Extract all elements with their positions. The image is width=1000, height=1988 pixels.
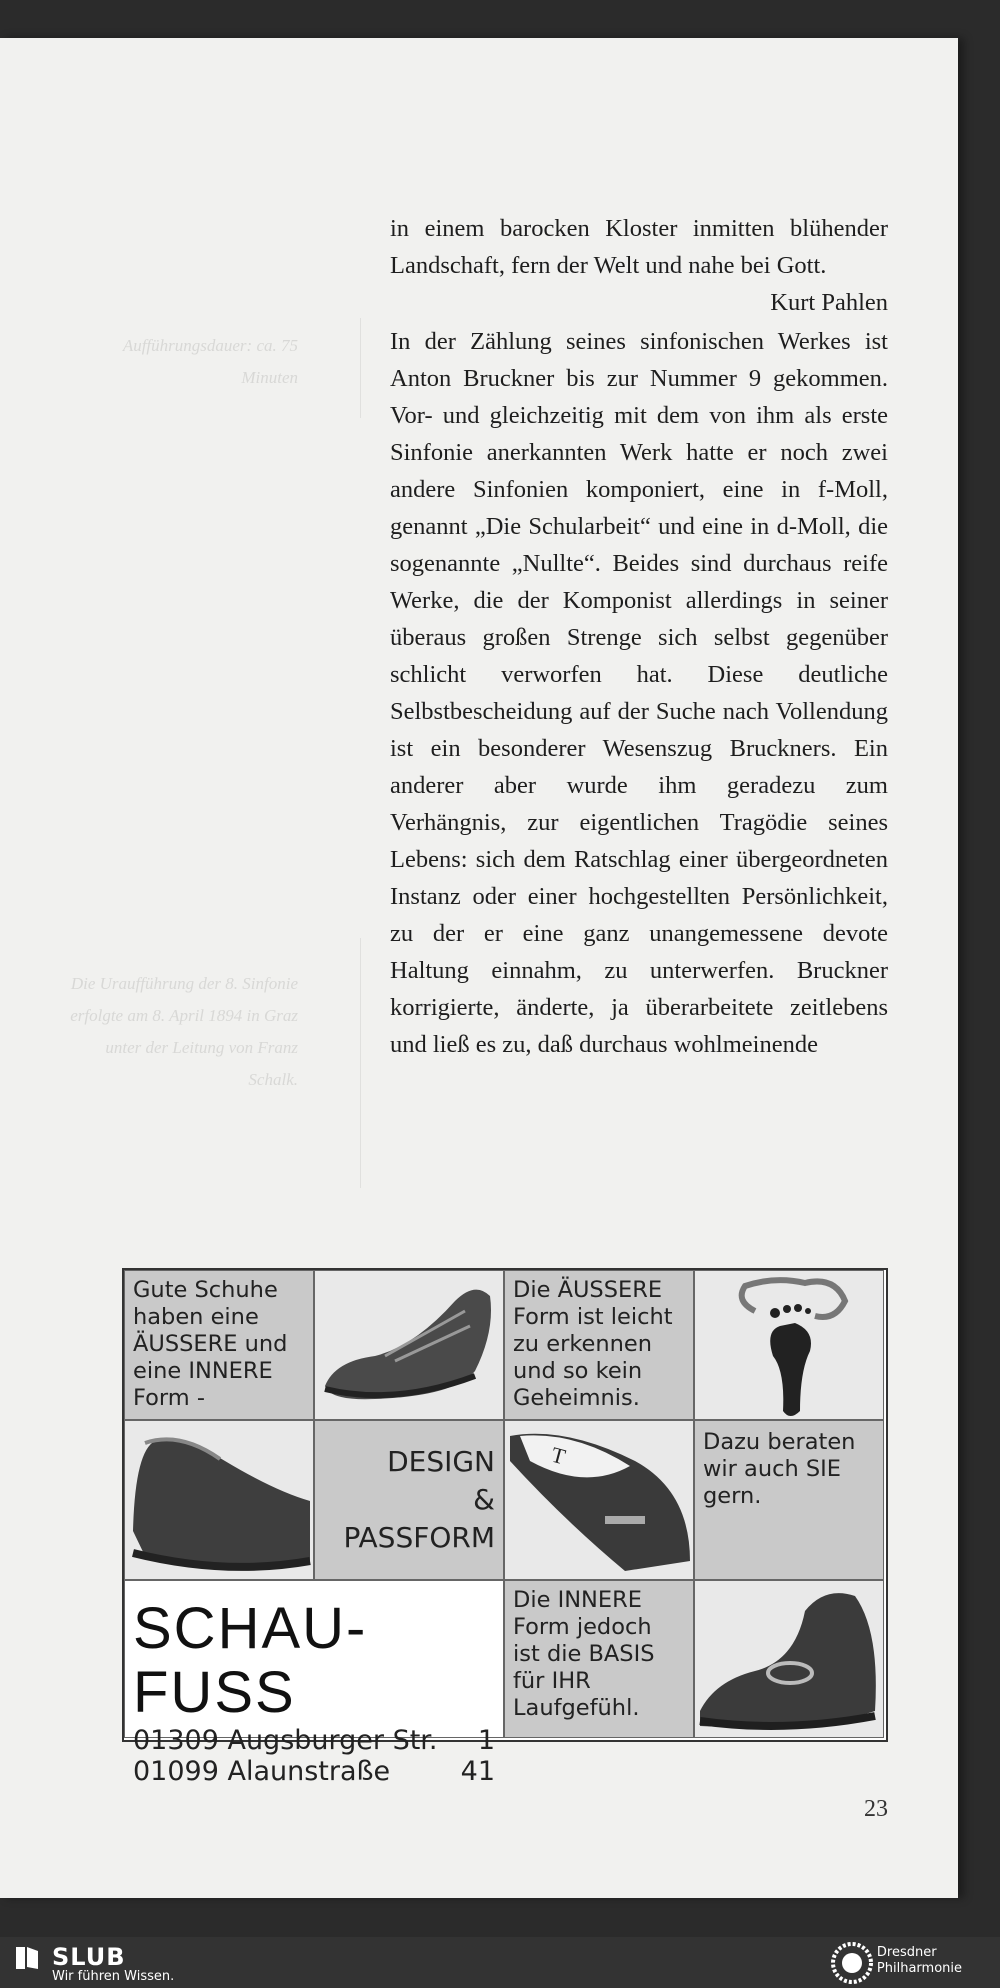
slub-subtitle: Wir führen Wissen. bbox=[52, 1969, 175, 1984]
design-label: DESIGN bbox=[387, 1445, 495, 1478]
address-line-1 bbox=[133, 1725, 495, 1756]
ad-cell-design bbox=[314, 1420, 504, 1580]
philharmonie-line-2: Philharmonie bbox=[876, 1961, 962, 1976]
ad-cell-slipper-shoe bbox=[124, 1420, 314, 1580]
quote-author: Kurt Pahlen bbox=[770, 289, 888, 316]
shoe-store-advertisement bbox=[122, 1268, 888, 1787]
svg-text:T: T bbox=[548, 1441, 569, 1470]
philharmonie-line-1: Dresdner bbox=[876, 1945, 937, 1960]
loafer-shoe-image bbox=[125, 1421, 313, 1579]
address-line-2 bbox=[133, 1756, 495, 1787]
brand-logo: SCHAU-FUSS bbox=[133, 1596, 368, 1725]
philharmonie-logo-icon bbox=[830, 1941, 874, 1985]
ad-cell-lace-shoe bbox=[314, 1270, 504, 1420]
address-2-number: 41 bbox=[460, 1756, 495, 1787]
main-text-column bbox=[390, 210, 888, 1063]
margin-note-duration: Aufführungsdauer: ca. 75 Minuten bbox=[122, 336, 298, 387]
lace-up-shoe-image bbox=[315, 1271, 503, 1419]
ad-text-advice: Dazu beraten wir auch SIE gern. bbox=[703, 1429, 856, 1509]
ad-cell-advice bbox=[694, 1420, 884, 1580]
address-1-street: 01309 Augsburger Str. bbox=[133, 1725, 438, 1756]
ampersand-label: & bbox=[473, 1483, 495, 1516]
margin-note-premiere: Die Uraufführung der 8. Sinfonie erfolgte am 8. April 1894 in Graz unter der Leitung von Franz Schalk. bbox=[70, 974, 298, 1089]
viewer-footer bbox=[0, 1937, 1000, 1988]
ad-text-outer-form: Die ÄUSSERE Form ist leicht zu erkennen und so kein Geheimnis. bbox=[513, 1277, 673, 1411]
slub-title: SLUB bbox=[52, 1943, 126, 1971]
slub-logo[interactable] bbox=[14, 1943, 174, 1984]
buckle-boot-image bbox=[695, 1581, 883, 1737]
ad-cell-buckle-boot bbox=[694, 1580, 884, 1738]
margin-rule-bottom bbox=[360, 938, 361, 1188]
shoe-insole-image bbox=[505, 1421, 693, 1579]
passform-label: PASSFORM bbox=[343, 1521, 495, 1554]
address-1-number: 1 bbox=[477, 1725, 495, 1756]
ad-cell-outer-inner bbox=[124, 1270, 314, 1420]
book-icon bbox=[14, 1945, 40, 1971]
ad-cell-insole bbox=[504, 1420, 694, 1580]
ad-cell-foot-logo bbox=[694, 1270, 884, 1420]
document-page bbox=[0, 38, 958, 1898]
philharmonie-logo[interactable] bbox=[877, 1945, 962, 1977]
page-number: 23 bbox=[864, 1796, 888, 1822]
ad-cell-outer-form bbox=[504, 1270, 694, 1420]
address-2-street: 01099 Alaunstraße bbox=[133, 1756, 391, 1787]
body-paragraph: In der Zählung seines sinfonischen Werkes ist Anton Bruckner bis zur Nummer 9 gekommen. Vor- und gleichzeitig mit dem von ihm als erste Sinfonie anerkannten Werk hatte er noch zwei andere Sinfonien komponiert, eine in f-Moll, genannt „Die Schularbeit“ und eine in d-Moll, die sogenannte „Nullte“. Beides sind durchaus reife Werke, die der Komponist allerdings in seiner überaus großen Strenge sich selbst gegenüber schlicht verworfen hat. Diese deutliche Selbstbescheidung auf der Suche nach Vollendung ist ein besonderer Wesenszug Bruckners. Ein anderer aber wurde ihm geradezu zum Verhängnis, zur eigentlichen Tragödie seines Lebens: sich dem Ratschlag einer übergeordneten Instanz oder einer hochgestellten Persönlichkeit, zu der er eine ganz unangemessene devote Haltung einnahm, zu unterwerfen. Bruckner korrigierte, änderte, ja überarbeitete zeitlebens und ließ es zu, daß durchaus wohlmeinende bbox=[390, 328, 888, 1058]
ad-text-outer-inner: Gute Schuhe haben eine ÄUSSERE und eine INNERE Form - bbox=[133, 1277, 288, 1411]
margin-rule-top bbox=[360, 318, 361, 418]
quote-ending: in einem barocken Kloster inmitten blühender Landschaft, fern der Welt und nahe bei Gott. bbox=[390, 215, 888, 279]
ad-cell-inner-form bbox=[504, 1580, 694, 1738]
ad-cell-brand bbox=[124, 1580, 504, 1787]
ad-text-inner-form: Die INNERE Form jedoch ist die BASIS für IHR Laufgefühl. bbox=[513, 1587, 655, 1721]
footprint-icon bbox=[695, 1271, 883, 1419]
